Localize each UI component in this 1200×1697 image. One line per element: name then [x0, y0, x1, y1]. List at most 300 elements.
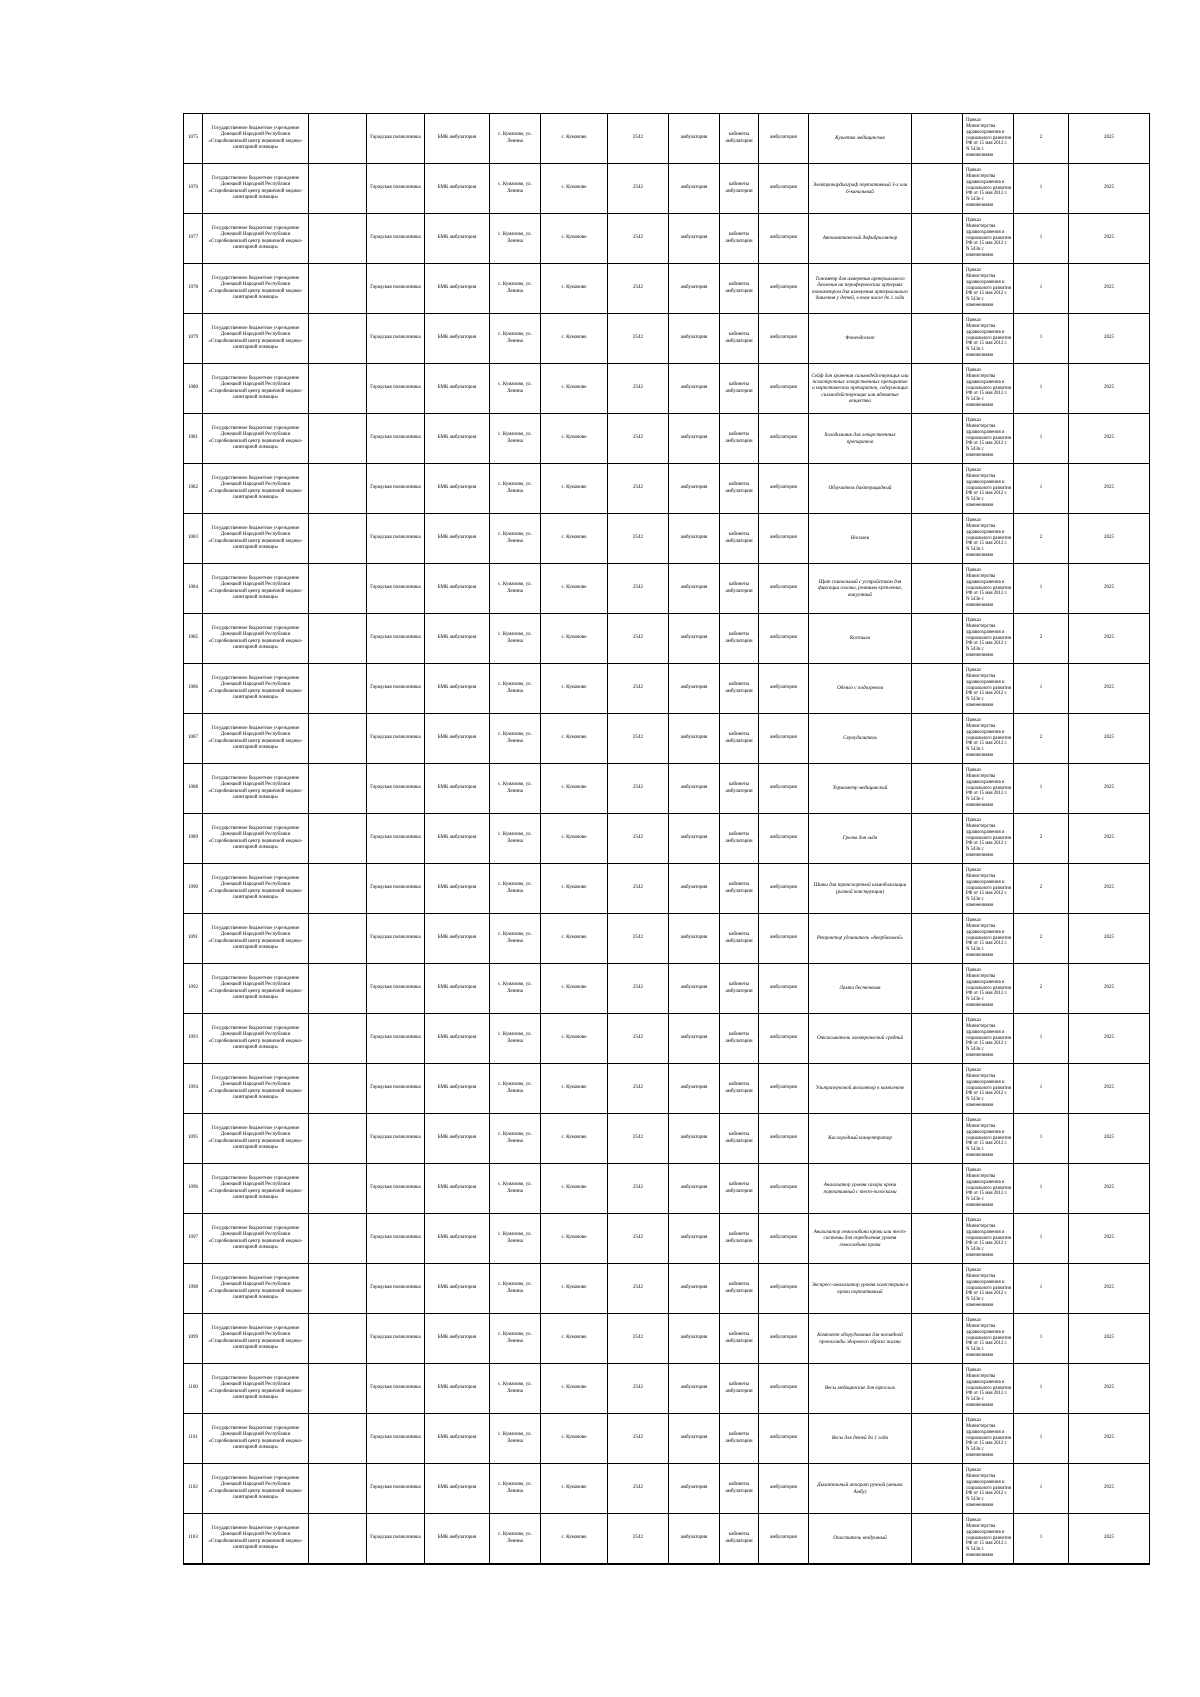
address-cell: с. Кумачово, ул. Ленина	[490, 114, 541, 164]
table-row	[184, 1464, 1150, 1514]
department-cell: амбулатория	[759, 214, 809, 264]
locality-cell: с. Кумачово	[541, 1364, 608, 1414]
table-row	[184, 1064, 1150, 1114]
equipment-cell: Термометр медицинский	[809, 764, 912, 814]
row-number-cell: 1092	[184, 964, 203, 1014]
row-number-cell: 1075	[184, 114, 203, 164]
code-cell: 2542	[608, 314, 669, 364]
order-cell: Приказ Министерства здравоохранения и социального развития РФ от 15 мая 2012 г. N 543н с изменениями	[963, 164, 1014, 214]
department-cell: амбулатория	[759, 764, 809, 814]
settlement-type-cell: Городская поликлиника	[367, 1264, 425, 1314]
settlement-type-cell: Городская поликлиника	[367, 714, 425, 764]
code-cell: 2542	[608, 814, 669, 864]
cabinet-cell: кабинеты амбулатории	[720, 1514, 759, 1565]
quantity-cell: 1	[1014, 264, 1069, 314]
empty-cell	[912, 864, 963, 914]
equipment-cell: Фонендоскоп	[809, 314, 912, 364]
address-cell: с. Кумачово, ул. Ленина	[490, 214, 541, 264]
cabinet-cell: кабинеты амбулатории	[720, 1314, 759, 1364]
empty-cell	[912, 1514, 963, 1565]
cabinet-cell: кабинеты амбулатории	[720, 964, 759, 1014]
row-number-cell: 1096	[184, 1164, 203, 1214]
year-cell: 2025	[1069, 414, 1150, 464]
row-number-cell: 1103	[184, 1514, 203, 1565]
category-cell: амбулатория	[669, 114, 720, 164]
cabinet-cell: кабинеты амбулатории	[720, 1014, 759, 1064]
category-cell: амбулатория	[669, 964, 720, 1014]
category-cell: амбулатория	[669, 314, 720, 364]
category-cell: амбулатория	[669, 914, 720, 964]
empty-cell	[912, 914, 963, 964]
row-number-cell: 1082	[184, 464, 203, 514]
table-row	[184, 764, 1150, 814]
address-cell: с. Кумачово, ул. Ленина	[490, 464, 541, 514]
code-cell: 2542	[608, 764, 669, 814]
empty-cell	[912, 1464, 963, 1514]
cabinet-cell: кабинеты амбулатории	[720, 1264, 759, 1314]
department-cell: амбулатория	[759, 1064, 809, 1114]
row-number-cell: 1093	[184, 1014, 203, 1064]
year-cell: 2025	[1069, 1514, 1150, 1565]
locality-cell: с. Кумачово	[541, 1314, 608, 1364]
year-cell: 2025	[1069, 264, 1150, 314]
unit-cell: БМК амбулатория	[425, 414, 490, 464]
year-cell: 2025	[1069, 214, 1150, 264]
address-cell: с. Кумачово, ул. Ленина	[490, 864, 541, 914]
equipment-cell: Носилки	[809, 514, 912, 564]
address-cell: с. Кумачово, ул. Ленина	[490, 314, 541, 364]
code-cell: 2542	[608, 1164, 669, 1214]
equipment-cell: Экспресс-анализатор уровня холестерина в крови портативный	[809, 1264, 912, 1314]
locality-cell: с. Кумачово	[541, 1414, 608, 1464]
cabinet-cell: кабинеты амбулатории	[720, 314, 759, 364]
table-row	[184, 1214, 1150, 1264]
row-number-cell: 1081	[184, 414, 203, 464]
code-cell: 2542	[608, 714, 669, 764]
empty-cell	[912, 1364, 963, 1414]
cabinet-cell: кабинеты амбулатории	[720, 264, 759, 314]
department-cell: амбулатория	[759, 1264, 809, 1314]
code-cell: 2542	[608, 364, 669, 414]
empty-cell	[912, 964, 963, 1014]
empty-cell	[309, 114, 367, 164]
cabinet-cell: кабинеты амбулатории	[720, 764, 759, 814]
empty-cell	[912, 1314, 963, 1364]
empty-cell	[309, 914, 367, 964]
row-number-cell: 1086	[184, 664, 203, 714]
row-number-cell: 1091	[184, 914, 203, 964]
row-number-cell: 1079	[184, 314, 203, 364]
locality-cell: с. Кумачово	[541, 114, 608, 164]
department-cell: амбулатория	[759, 964, 809, 1014]
quantity-cell: 1	[1014, 764, 1069, 814]
settlement-type-cell: Городская поликлиника	[367, 314, 425, 364]
unit-cell: БМК амбулатория	[425, 214, 490, 264]
address-cell: с. Кумачово, ул. Ленина	[490, 564, 541, 614]
row-number-cell: 1083	[184, 514, 203, 564]
quantity-cell: 1	[1014, 1414, 1069, 1464]
address-cell: с. Кумачово, ул. Ленина	[490, 414, 541, 464]
quantity-cell: 2	[1014, 714, 1069, 764]
unit-cell: БМК амбулатория	[425, 714, 490, 764]
locality-cell: с. Кумачово	[541, 814, 608, 864]
address-cell: с. Кумачово, ул. Ленина	[490, 1064, 541, 1114]
organization-cell: Государственное бюджетное учреждение Донецкой Народной Республики «Старобешевский центр первичной медико-санитарной помощи»	[203, 1014, 309, 1064]
cabinet-cell: кабинеты амбулатории	[720, 1364, 759, 1414]
order-cell: Приказ Министерства здравоохранения и социального развития РФ от 15 мая 2012 г. N 543н с изменениями	[963, 1264, 1014, 1314]
category-cell: амбулатория	[669, 514, 720, 564]
settlement-type-cell: Городская поликлиника	[367, 1514, 425, 1565]
locality-cell: с. Кумачово	[541, 364, 608, 414]
equipment-cell: Сероудалитель	[809, 714, 912, 764]
year-cell: 2025	[1069, 964, 1150, 1014]
address-cell: с. Кумачово, ул. Ленина	[490, 1214, 541, 1264]
year-cell: 2025	[1069, 514, 1150, 564]
organization-cell: Государственное бюджетное учреждение Донецкой Народной Республики «Старобешевский центр первичной медико-санитарной помощи»	[203, 1364, 309, 1414]
quantity-cell: 1	[1014, 1314, 1069, 1364]
category-cell: амбулатория	[669, 1164, 720, 1214]
department-cell: амбулатория	[759, 364, 809, 414]
equipment-cell: Кислородный концентратор	[809, 1114, 912, 1164]
code-cell: 2542	[608, 114, 669, 164]
locality-cell: с. Кумачово	[541, 1014, 608, 1064]
cabinet-cell: кабинеты амбулатории	[720, 614, 759, 664]
cabinet-cell: кабинеты амбулатории	[720, 664, 759, 714]
order-cell: Приказ Министерства здравоохранения и социального развития РФ от 15 мая 2012 г. N 543н с изменениями	[963, 964, 1014, 1014]
empty-cell	[912, 1264, 963, 1314]
empty-cell	[309, 964, 367, 1014]
year-cell: 2025	[1069, 1114, 1150, 1164]
locality-cell: с. Кумачово	[541, 764, 608, 814]
table-row	[184, 214, 1150, 264]
settlement-type-cell: Городская поликлиника	[367, 114, 425, 164]
empty-cell	[309, 664, 367, 714]
order-cell: Приказ Министерства здравоохранения и социального развития РФ от 15 мая 2012 г. N 543н с изменениями	[963, 914, 1014, 964]
quantity-cell: 1	[1014, 1064, 1069, 1114]
order-cell: Приказ Министерства здравоохранения и социального развития РФ от 15 мая 2012 г. N 543н с изменениями	[963, 814, 1014, 864]
code-cell: 2542	[608, 464, 669, 514]
order-cell: Приказ Министерства здравоохранения и социального развития РФ от 15 мая 2012 г. N 543н с изменениями	[963, 1364, 1014, 1414]
category-cell: амбулатория	[669, 714, 720, 764]
address-cell: с. Кумачово, ул. Ленина	[490, 1264, 541, 1314]
empty-cell	[309, 714, 367, 764]
locality-cell: с. Кумачово	[541, 1064, 608, 1114]
code-cell: 2542	[608, 1364, 669, 1414]
year-cell: 2025	[1069, 1214, 1150, 1264]
unit-cell: БМК амбулатория	[425, 1014, 490, 1064]
code-cell: 2542	[608, 864, 669, 914]
row-number-cell: 1099	[184, 1314, 203, 1364]
locality-cell: с. Кумачово	[541, 514, 608, 564]
department-cell: амбулатория	[759, 514, 809, 564]
row-number-cell: 1077	[184, 214, 203, 264]
year-cell: 2025	[1069, 614, 1150, 664]
table-row	[184, 964, 1150, 1014]
locality-cell: с. Кумачово	[541, 614, 608, 664]
locality-cell: с. Кумачово	[541, 564, 608, 614]
category-cell: амбулатория	[669, 1064, 720, 1114]
empty-cell	[309, 1264, 367, 1314]
quantity-cell: 1	[1014, 1464, 1069, 1514]
unit-cell: БМК амбулатория	[425, 864, 490, 914]
settlement-type-cell: Городская поликлиника	[367, 1464, 425, 1514]
empty-cell	[912, 1064, 963, 1114]
year-cell: 2025	[1069, 1314, 1150, 1364]
cabinet-cell: кабинеты амбулатории	[720, 514, 759, 564]
department-cell: амбулатория	[759, 864, 809, 914]
empty-cell	[912, 1414, 963, 1464]
empty-cell	[309, 214, 367, 264]
empty-cell	[912, 114, 963, 164]
table-row	[184, 814, 1150, 864]
unit-cell: БМК амбулатория	[425, 514, 490, 564]
locality-cell: с. Кумачово	[541, 414, 608, 464]
equipment-cell: Отсасыватель электрический средний	[809, 1014, 912, 1064]
locality-cell: с. Кумачово	[541, 314, 608, 364]
table-row	[184, 664, 1150, 714]
code-cell: 2542	[608, 1064, 669, 1114]
department-cell: амбулатория	[759, 414, 809, 464]
address-cell: с. Кумачово, ул. Ленина	[490, 814, 541, 864]
address-cell: с. Кумачово, ул. Ленина	[490, 964, 541, 1014]
table-row	[184, 164, 1150, 214]
unit-cell: БМК амбулатория	[425, 1264, 490, 1314]
organization-cell: Государственное бюджетное учреждение Донецкой Народной Республики «Старобешевский центр первичной медико-санитарной помощи»	[203, 1164, 309, 1214]
settlement-type-cell: Городская поликлиника	[367, 414, 425, 464]
organization-cell: Государственное бюджетное учреждение Донецкой Народной Республики «Старобешевский центр первичной медико-санитарной помощи»	[203, 1264, 309, 1314]
order-cell: Приказ Министерства здравоохранения и социального развития РФ от 15 мая 2012 г. N 543н с изменениями	[963, 314, 1014, 364]
order-cell: Приказ Министерства здравоохранения и социального развития РФ от 15 мая 2012 г. N 543н с изменениями	[963, 264, 1014, 314]
equipment-cell: Комплект оборудования для наглядной пропаганды здорового образа жизни	[809, 1314, 912, 1364]
equipment-cell: Дыхательный аппарат ручной (мешок Амбу)	[809, 1464, 912, 1514]
organization-cell: Государственное бюджетное учреждение Донецкой Народной Республики «Старобешевский центр первичной медико-санитарной помощи»	[203, 614, 309, 664]
row-number-cell: 1089	[184, 814, 203, 864]
empty-cell	[309, 364, 367, 414]
year-cell: 2025	[1069, 1364, 1150, 1414]
row-number-cell: 1085	[184, 614, 203, 664]
organization-cell: Государственное бюджетное учреждение Донецкой Народной Республики «Старобешевский центр первичной медико-санитарной помощи»	[203, 414, 309, 464]
order-cell: Приказ Министерства здравоохранения и социального развития РФ от 15 мая 2012 г. N 543н с изменениями	[963, 464, 1014, 514]
unit-cell: БМК амбулатория	[425, 1464, 490, 1514]
locality-cell: с. Кумачово	[541, 714, 608, 764]
equipment-cell: Облучатель бактерицидный	[809, 464, 912, 514]
locality-cell: с. Кумачово	[541, 464, 608, 514]
equipment-cell: Весы медицинские для взрослых	[809, 1364, 912, 1414]
row-number-cell: 1090	[184, 864, 203, 914]
code-cell: 2542	[608, 1514, 669, 1565]
empty-cell	[309, 1114, 367, 1164]
table-row	[184, 114, 1150, 164]
year-cell: 2025	[1069, 864, 1150, 914]
cabinet-cell: кабинеты амбулатории	[720, 814, 759, 864]
cabinet-cell: кабинеты амбулатории	[720, 164, 759, 214]
code-cell: 2542	[608, 1414, 669, 1464]
organization-cell: Государственное бюджетное учреждение Донецкой Народной Республики «Старобешевский центр первичной медико-санитарной помощи»	[203, 764, 309, 814]
settlement-type-cell: Городская поликлиника	[367, 764, 425, 814]
empty-cell	[309, 764, 367, 814]
cabinet-cell: кабинеты амбулатории	[720, 1114, 759, 1164]
category-cell: амбулатория	[669, 814, 720, 864]
empty-cell	[309, 864, 367, 914]
empty-cell	[309, 1314, 367, 1364]
department-cell: амбулатория	[759, 614, 809, 664]
settlement-type-cell: Городская поликлиника	[367, 264, 425, 314]
order-cell: Приказ Министерства здравоохранения и социального развития РФ от 15 мая 2012 г. N 543н с изменениями	[963, 514, 1014, 564]
department-cell: амбулатория	[759, 164, 809, 214]
category-cell: амбулатория	[669, 214, 720, 264]
address-cell: с. Кумачово, ул. Ленина	[490, 614, 541, 664]
empty-cell	[912, 214, 963, 264]
empty-cell	[309, 464, 367, 514]
code-cell: 2542	[608, 214, 669, 264]
row-number-cell: 1101	[184, 1414, 203, 1464]
year-cell: 2025	[1069, 1264, 1150, 1314]
unit-cell: БМК амбулатория	[425, 264, 490, 314]
organization-cell: Государственное бюджетное учреждение Донецкой Народной Республики «Старобешевский центр первичной медико-санитарной помощи»	[203, 1214, 309, 1264]
organization-cell: Государственное бюджетное учреждение Донецкой Народной Республики «Старобешевский центр первичной медико-санитарной помощи»	[203, 214, 309, 264]
category-cell: амбулатория	[669, 264, 720, 314]
equipment-cell: Тонометр для измерения артериального давления на периферических артериях тонометром для измерения артериального давления у детей, в том числе до 1 года	[809, 264, 912, 314]
locality-cell: с. Кумачово	[541, 1464, 608, 1514]
organization-cell: Государственное бюджетное учреждение Донецкой Народной Республики «Старобешевский центр первичной медико-санитарной помощи»	[203, 914, 309, 964]
department-cell: амбулатория	[759, 1164, 809, 1214]
order-cell: Приказ Министерства здравоохранения и социального развития РФ от 15 мая 2012 г. N 543н с изменениями	[963, 114, 1014, 164]
department-cell: амбулатория	[759, 114, 809, 164]
equipment-cell: Очиститель воздушный	[809, 1514, 912, 1565]
address-cell: с. Кумачово, ул. Ленина	[490, 164, 541, 214]
year-cell: 2025	[1069, 1164, 1150, 1214]
year-cell: 2025	[1069, 714, 1150, 764]
equipment-cell: Щит спинальный с устройством для фиксации головы, ремнями крепления, вакуумный	[809, 564, 912, 614]
equipment-cell: Сейф для хранения сильнодействующих или психотропных лекарственных препаратов и наркотических препаратов, содержащих сильнодействующие или ядовитые вещества	[809, 364, 912, 414]
unit-cell: БМК амбулатория	[425, 114, 490, 164]
quantity-cell: 1	[1014, 564, 1069, 614]
empty-cell	[309, 314, 367, 364]
row-number-cell: 1100	[184, 1364, 203, 1414]
cabinet-cell: кабинеты амбулатории	[720, 1214, 759, 1264]
year-cell: 2025	[1069, 814, 1150, 864]
category-cell: амбулатория	[669, 364, 720, 414]
quantity-cell: 1	[1014, 1114, 1069, 1164]
equipment-cell: Ретрактор удлинитель «Авербаховой»	[809, 914, 912, 964]
equipment-table	[183, 113, 1150, 1565]
organization-cell: Государственное бюджетное учреждение Донецкой Народной Республики «Старобешевский центр первичной медико-санитарной помощи»	[203, 314, 309, 364]
unit-cell: БМК амбулатория	[425, 164, 490, 214]
locality-cell: с. Кумачово	[541, 1264, 608, 1314]
table-row	[184, 914, 1150, 964]
empty-cell	[309, 1014, 367, 1064]
equipment-cell: Грелка для льда	[809, 814, 912, 864]
organization-cell: Государственное бюджетное учреждение Донецкой Народной Республики «Старобешевский центр первичной медико-санитарной помощи»	[203, 814, 309, 864]
cabinet-cell: кабинеты амбулатории	[720, 714, 759, 764]
locality-cell: с. Кумачово	[541, 1114, 608, 1164]
equipment-cell: Кушетка медицинская	[809, 114, 912, 164]
locality-cell: с. Кумачово	[541, 864, 608, 914]
empty-cell	[912, 314, 963, 364]
empty-cell	[912, 464, 963, 514]
organization-cell: Государственное бюджетное учреждение Донецкой Народной Республики «Старобешевский центр первичной медико-санитарной помощи»	[203, 114, 309, 164]
order-cell: Приказ Министерства здравоохранения и социального развития РФ от 15 мая 2012 г. N 543н с изменениями	[963, 1314, 1014, 1364]
empty-cell	[912, 414, 963, 464]
department-cell: амбулатория	[759, 1114, 809, 1164]
empty-cell	[912, 1214, 963, 1264]
table-row	[184, 514, 1150, 564]
organization-cell: Государственное бюджетное учреждение Донецкой Народной Республики «Старобешевский центр первичной медико-санитарной помощи»	[203, 664, 309, 714]
settlement-type-cell: Городская поликлиника	[367, 1414, 425, 1464]
quantity-cell: 1	[1014, 314, 1069, 364]
address-cell: с. Кумачово, ул. Ленина	[490, 514, 541, 564]
empty-cell	[912, 364, 963, 414]
locality-cell: с. Кумачово	[541, 664, 608, 714]
address-cell: с. Кумачово, ул. Ленина	[490, 1364, 541, 1414]
table-row	[184, 1014, 1150, 1064]
unit-cell: БМК амбулатория	[425, 464, 490, 514]
settlement-type-cell: Городская поликлиника	[367, 1164, 425, 1214]
code-cell: 2542	[608, 614, 669, 664]
empty-cell	[309, 1514, 367, 1565]
year-cell: 2025	[1069, 1014, 1150, 1064]
empty-cell	[309, 814, 367, 864]
settlement-type-cell: Городская поликлиника	[367, 164, 425, 214]
year-cell: 2025	[1069, 314, 1150, 364]
locality-cell: с. Кумачово	[541, 1164, 608, 1214]
cabinet-cell: кабинеты амбулатории	[720, 414, 759, 464]
empty-cell	[912, 814, 963, 864]
cabinet-cell: кабинеты амбулатории	[720, 864, 759, 914]
settlement-type-cell: Городская поликлиника	[367, 964, 425, 1014]
table-row	[184, 364, 1150, 414]
year-cell: 2025	[1069, 114, 1150, 164]
quantity-cell: 1	[1014, 164, 1069, 214]
locality-cell: с. Кумачово	[541, 1514, 608, 1565]
empty-cell	[309, 1464, 367, 1514]
address-cell: с. Кумачово, ул. Ленина	[490, 764, 541, 814]
order-cell: Приказ Министерства здравоохранения и социального развития РФ от 15 мая 2012 г. N 543н с изменениями	[963, 664, 1014, 714]
row-number-cell: 1097	[184, 1214, 203, 1264]
empty-cell	[309, 264, 367, 314]
code-cell: 2542	[608, 1314, 669, 1364]
empty-cell	[309, 514, 367, 564]
cabinet-cell: кабинеты амбулатории	[720, 1164, 759, 1214]
code-cell: 2542	[608, 664, 669, 714]
empty-cell	[912, 514, 963, 564]
category-cell: амбулатория	[669, 564, 720, 614]
department-cell: амбулатория	[759, 814, 809, 864]
code-cell: 2542	[608, 1014, 669, 1064]
empty-cell	[309, 414, 367, 464]
row-number-cell: 1094	[184, 1064, 203, 1114]
table-row	[184, 614, 1150, 664]
unit-cell: БМК амбулатория	[425, 814, 490, 864]
row-number-cell: 1076	[184, 164, 203, 214]
unit-cell: БМК амбулатория	[425, 664, 490, 714]
order-cell: Приказ Министерства здравоохранения и социального развития РФ от 15 мая 2012 г. N 543н с изменениями	[963, 1014, 1014, 1064]
address-cell: с. Кумачово, ул. Ленина	[490, 714, 541, 764]
row-number-cell: 1087	[184, 714, 203, 764]
empty-cell	[309, 1414, 367, 1464]
cabinet-cell: кабинеты амбулатории	[720, 1464, 759, 1514]
order-cell: Приказ Министерства здравоохранения и социального развития РФ от 15 мая 2012 г. N 543н с изменениями	[963, 1514, 1014, 1565]
settlement-type-cell: Городская поликлиника	[367, 1314, 425, 1364]
order-cell: Приказ Министерства здравоохранения и социального развития РФ от 15 мая 2012 г. N 543н с изменениями	[963, 864, 1014, 914]
settlement-type-cell: Городская поликлиника	[367, 514, 425, 564]
table-row	[184, 564, 1150, 614]
locality-cell: с. Кумачово	[541, 264, 608, 314]
settlement-type-cell: Городская поликлиника	[367, 1364, 425, 1414]
table-row	[184, 1114, 1150, 1164]
quantity-cell: 2	[1014, 914, 1069, 964]
address-cell: с. Кумачово, ул. Ленина	[490, 264, 541, 314]
